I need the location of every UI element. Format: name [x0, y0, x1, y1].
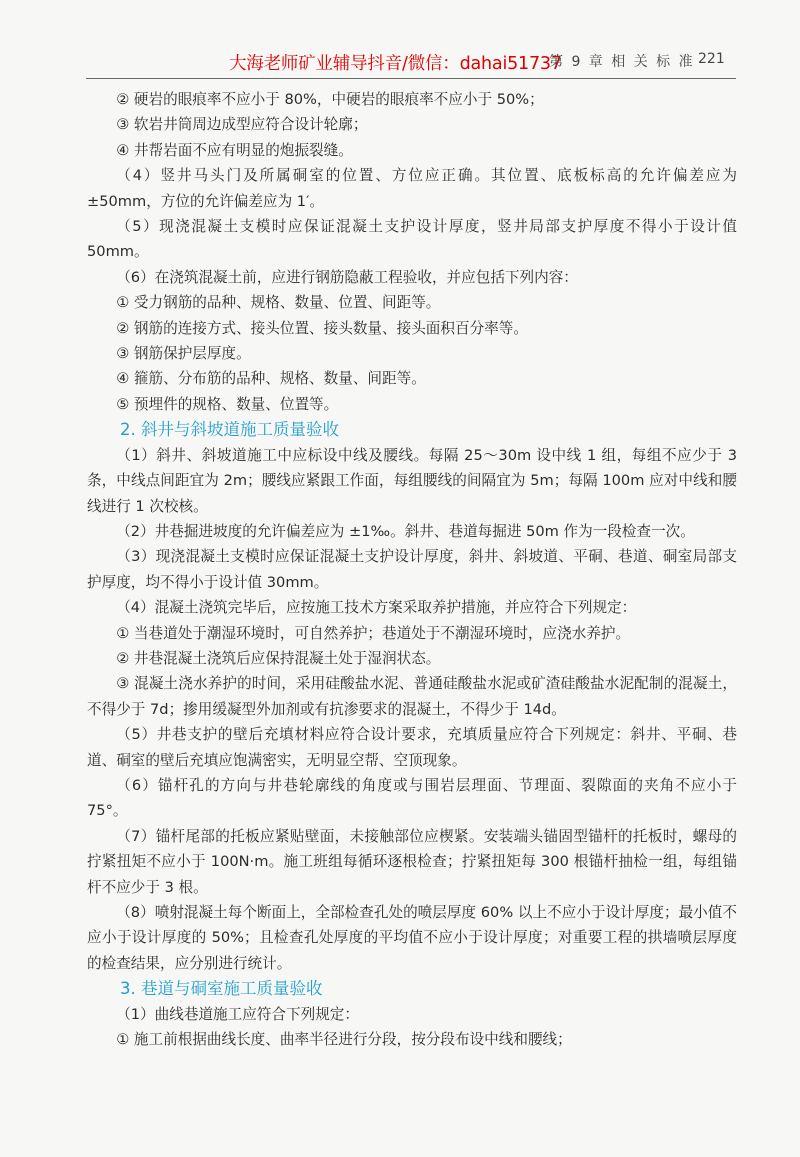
paragraph: （5）井巷支护的壁后充填材料应符合设计要求，充填质量应符合下列规定：斜井、平硐、巷道、硐室的壁后充填应饱满密实，无明显空帮、空顶现象。 — [87, 726, 737, 769]
paragraph: （4）混凝土浇筑完毕后，应按施工技术方案采取养护措施，并应符合下列规定： — [116, 599, 637, 617]
list-item: ② 钢筋的连接方式、接头位置、接头数量、接头面积百分率等。 — [116, 319, 528, 337]
paragraph: （6）锚杆孔的方向与井巷轮廓线的角度或与围岩层理面、节理面、裂隙面的夹角不应小于 75°。 — [87, 776, 737, 820]
page-body — [87, 87, 737, 1052]
list-item: ② 硬岩的眼痕率不应小于 80%，中硬岩的眼痕率不应小于 50%； — [116, 91, 544, 108]
paragraph: ③ 混凝土浇水养护的时间，采用硅酸盐水泥、普通硅酸盐水泥或矿渣硅酸盐水泥配制的混凝土，不得少于 7d；掺用缓凝型外加剂或有抗渗要求的混凝土，不得少于 14d。 — [87, 675, 737, 718]
paragraph: （2）井巷掘进坡度的允许偏差应为 ±1‰。斜井、巷道每掘进 50m 作为一段检查一次。 — [116, 522, 695, 540]
list-item: ⑤ 预埋件的规格、数量、位置等。 — [116, 395, 339, 413]
list-item: ① 施工前根据曲线长度、曲率半径进行分段，按分段布设中线和腰线； — [116, 1031, 572, 1049]
section-heading: 2. 斜井与斜坡道施工质量验收 — [120, 420, 339, 440]
paragraph: （7）锚杆尾部的托板应紧贴壁面，未接触部位应楔紧。安装端头锚固型锚杆的托板时，螺母的拧紧扭矩不应小于 100N·m。施工班组每循环逐根检查；拧紧扭矩每 300 根锚杆抽检一组，每组锚杆不应少于 3 根。 — [87, 827, 737, 896]
list-item: ① 当巷道处于潮湿环境时，可自然养护；巷道处于不潮湿环境时，应浇水养护。 — [116, 624, 631, 642]
paragraph: （4）竖井马头门及所属硐室的位置、方位应正确。其位置、底板标高的允许偏差应为 ±50mm，方位的允许偏差应为 1′。 — [87, 167, 737, 210]
paragraph: （8）喷射混凝土每个断面上，全部检查孔处的喷层厚度 60% 以上不应小于设计厚度；最小值不应小于设计厚度的 50%；且检查孔处厚度的平均值不应小于设计厚度；对重要工程的拱墙喷层厚度的检查结果，应分别进行统计。 — [87, 904, 737, 972]
header-rule — [86, 78, 736, 79]
section-heading: 3. 巷道与硐室施工质量验收 — [120, 979, 323, 999]
page-number: 221 — [698, 51, 725, 67]
paragraph: （1）曲线巷道施工应符合下列规定： — [116, 1005, 359, 1023]
chapter-title: 第 9 章 相 关 标 准 — [549, 54, 695, 70]
list-item: ③ 软岩井筒周边成型应符合设计轮廓； — [116, 116, 368, 134]
paragraph: （6）在浇筑混凝土前，应进行钢筋隐蔽工程验收，并应包括下列内容： — [116, 268, 578, 286]
paragraph: （1）斜井、斜坡道施工中应标设中线及腰线。每隔 25～30m 设中线 1 组，每组不应少于 3 条，中线点间距宜为 2m；腰线应紧跟工作面，每组腰线的间隔宜为 5m；每隔 100m 应对中线和腰线进行 1 次校核。 — [87, 446, 737, 515]
list-item: ④ 箍筋、分布筋的品种、规格、数量、间距等。 — [116, 370, 426, 388]
page-header — [0, 44, 800, 84]
paragraph: （5）现浇混凝土支模时应保证混凝土支护设计厚度，竖井局部支护厚度不得小于设计值 50mm。 — [87, 218, 737, 261]
watermark-text: 大海老师矿业辅导抖音/微信：dahai51737 — [229, 54, 562, 74]
list-item: ③ 钢筋保护层厚度。 — [116, 345, 251, 363]
list-item: ④ 井帮岩面不应有明显的炮振裂缝。 — [116, 141, 353, 159]
list-item: ① 受力钢筋的品种、规格、数量、位置、间距等。 — [116, 294, 441, 312]
list-item: ② 井巷混凝土浇筑后应保持混凝土处于湿润状态。 — [116, 649, 441, 667]
paragraph: （3）现浇混凝土支模时应保证混凝土支护设计厚度，斜井、斜坡道、平硐、巷道、硐室局部支护厚度，均不得小于设计值 30mm。 — [87, 548, 737, 591]
